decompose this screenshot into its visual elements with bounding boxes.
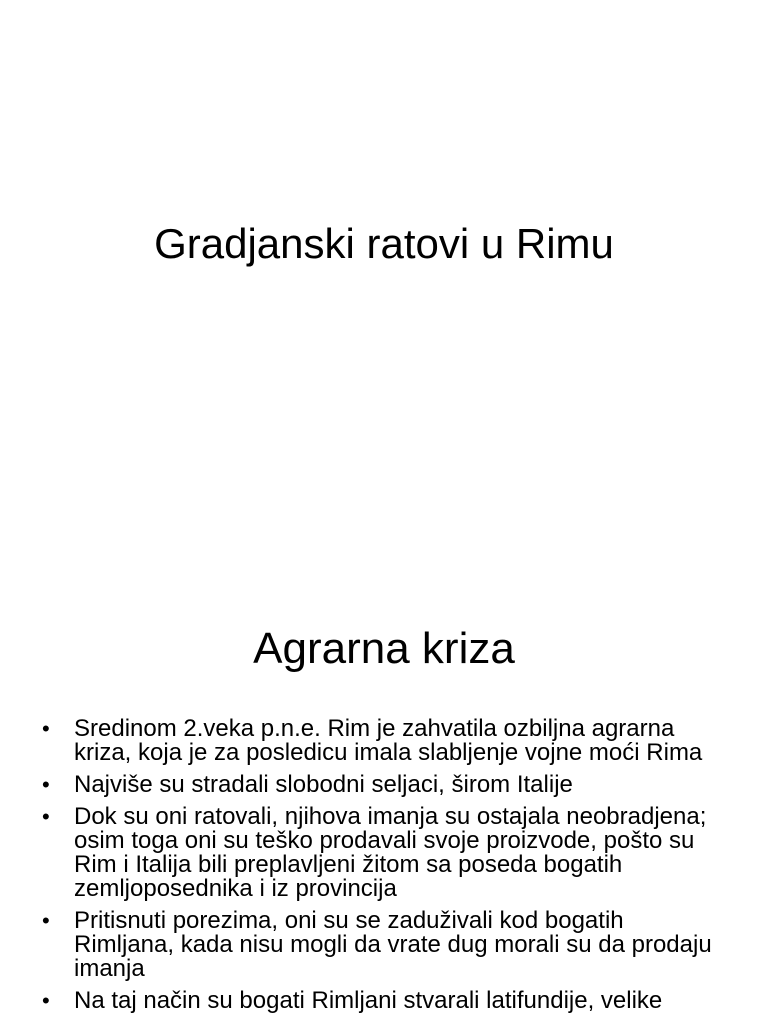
bullet-icon: • [42,772,50,797]
bullet-icon: • [42,908,50,933]
bullet-text: Na taj način su bogati Rimljani stvarali latifundije, velike [74,987,663,1014]
slide-agrarian-crisis [0,576,768,1024]
bullet-icon: • [42,804,50,829]
list-item [0,805,768,901]
bullet-text: Najviše su stradali slobodni seljaci, širom Italije [74,771,573,798]
slide-heading: Agrarna kriza [253,624,515,673]
bullet-icon: • [42,716,50,741]
bullet-text: Pritisnuti porezima, oni su se zaduživali kod bogatih Rimljana, kada nisu mogli da vrate dug morali su da prodaju imanja [74,907,712,982]
bullet-icon: • [42,988,50,1013]
bullet-list [0,717,768,1021]
list-item [0,717,768,765]
bullet-text: Sredinom 2.veka p.n.e. Rim je zahvatila ozbiljna agrarna kriza, koja je za posledicu imala slabljenje vojne moći Rima [74,715,703,766]
list-item [0,989,768,1013]
list-item [0,909,768,981]
list-item [0,773,768,797]
slide-title: Gradjanski ratovi u Rimu [154,220,614,267]
bullet-text: Dok su oni ratovali, njihova imanja su ostajala neobradjena; osim toga oni su teško prodavali svoje proizvode, pošto su Rim i Italija bili preplavljeni žitom sa poseda bogatih zemljoposednika i iz provincija [74,803,707,902]
